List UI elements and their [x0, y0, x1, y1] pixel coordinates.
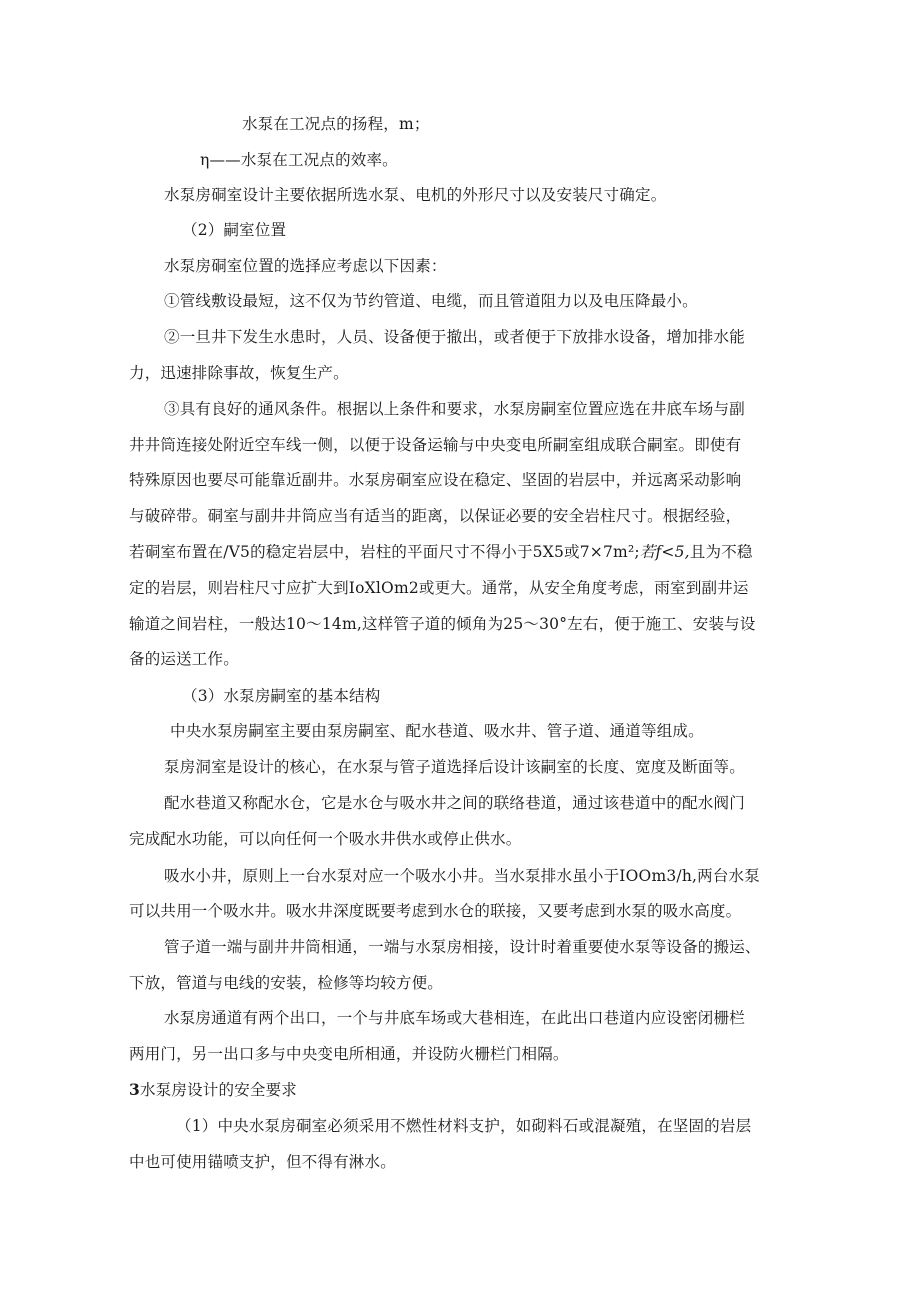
text-line: 水泵房硐室设计主要依据所选水泵、电机的外形尺寸以及安装尺寸确定。	[164, 186, 667, 204]
text-segment: 若硐室布置在/V5的稳定岩层中，岩柱的平面尺寸不得小于5X5或7×7m²;	[129, 543, 640, 561]
section-heading	[129, 1080, 297, 1100]
text-line: η——水泵在工况点的效率。	[200, 151, 398, 169]
list-item: ②一旦井下发生水患时，人员、设备便于撤出，或者便于下放排水设备，增加排水能	[164, 328, 745, 346]
text-line: 吸水小井，原则上一台水泵对应一个吸水小井。当水泵排水虽小于IOOm3/h,两台水泵	[164, 867, 760, 885]
text-line: 泵房洞室是设计的核心，在水泵与管子道选择后设计该嗣室的长度、宽度及断面等。	[164, 758, 745, 776]
text-line: 配水巷道又称配水仓，它是水仓与吸水井之间的联络巷道，通过该巷道中的配水阀门	[164, 794, 745, 812]
text-line: 井井筒连接处附近空车线一侧，以便于设备运输与中央变电所嗣室组成联合嗣室。即使有	[129, 436, 742, 454]
text-line	[129, 542, 753, 562]
text-line: 管子道一端与副井井筒相通，一端与水泵房相接，设计时着重要使水泵等设备的搬运、	[164, 938, 761, 956]
text-line: 力，迅速排除事故，恢复生产。	[129, 364, 349, 382]
text-line: 水泵房硐室位置的选择应考虑以下因素：	[164, 257, 447, 275]
text-line: 两用门，另一出口多与中央变电所相通，并设防火栅栏门相隔。	[129, 1045, 569, 1063]
text-segment: 且为不稳	[689, 543, 753, 561]
text-line: 备的运送工作。	[129, 650, 239, 668]
text-line: 可以共用一个吸水井。吸水井深度既要考虑到水仓的联接，又要考虑到水泵的吸水高度。	[129, 902, 742, 920]
text-line: 完成配水功能，可以向任何一个吸水井供水或停止供水。	[129, 830, 522, 848]
text-line: 水泵在工况点的扬程，m；	[242, 115, 430, 133]
section-heading: （3）水泵房嗣室的基本结构	[182, 687, 381, 705]
text-line: 输道之间岩柱，一般达10～14m,这样管子道的倾角为25～30°左右，便于施工、安装与设	[129, 615, 756, 633]
text-line: 下放，管道与电线的安装，检修等均较方便。	[129, 974, 444, 992]
formula-segment: 若f<5,	[639, 543, 690, 561]
list-item: ③具有良好的通风条件。根据以上条件和要求，水泵房嗣室位置应选在井底车场与副	[164, 400, 745, 418]
text-line: 特殊原因也要尽可能靠近副井。水泵房硐室应设在稳定、坚固的岩层中，并远离采动影响	[129, 471, 742, 489]
text-line: 中央水泵房嗣室主要由泵房嗣室、配水巷道、吸水井、管子道、通道等组成。	[170, 722, 704, 740]
list-item: （1）中央水泵房硐室必须采用不燃性材料支护，如砌料石或混凝殖，在坚固的岩层	[176, 1117, 752, 1135]
text-line: 与破碎带。硐室与副井井筒应当有适当的距离，以保证必要的安全岩柱尺寸。根据经验，	[129, 507, 742, 525]
text-line: 定的岩层，则岩柱尺寸应扩大到IoXlOm2或更大。通常，从安全角度考虑，雨室到副井运	[129, 579, 749, 597]
section-title: 水泵房设计的安全要求	[140, 1081, 298, 1099]
list-item: ①管线敷设最短，这不仅为节约管道、电缆，而且管道阻力以及电压降最小。	[164, 292, 698, 310]
text-line: 中也可使用锚喷支护，但不得有淋水。	[129, 1153, 396, 1171]
text-line: 水泵房通道有两个出口，一个与井底车场或大巷相连，在此出口巷道内应设密闭栅栏	[164, 1009, 745, 1027]
section-number: 3	[129, 1080, 140, 1099]
section-heading: （2）嗣室位置	[182, 221, 287, 239]
